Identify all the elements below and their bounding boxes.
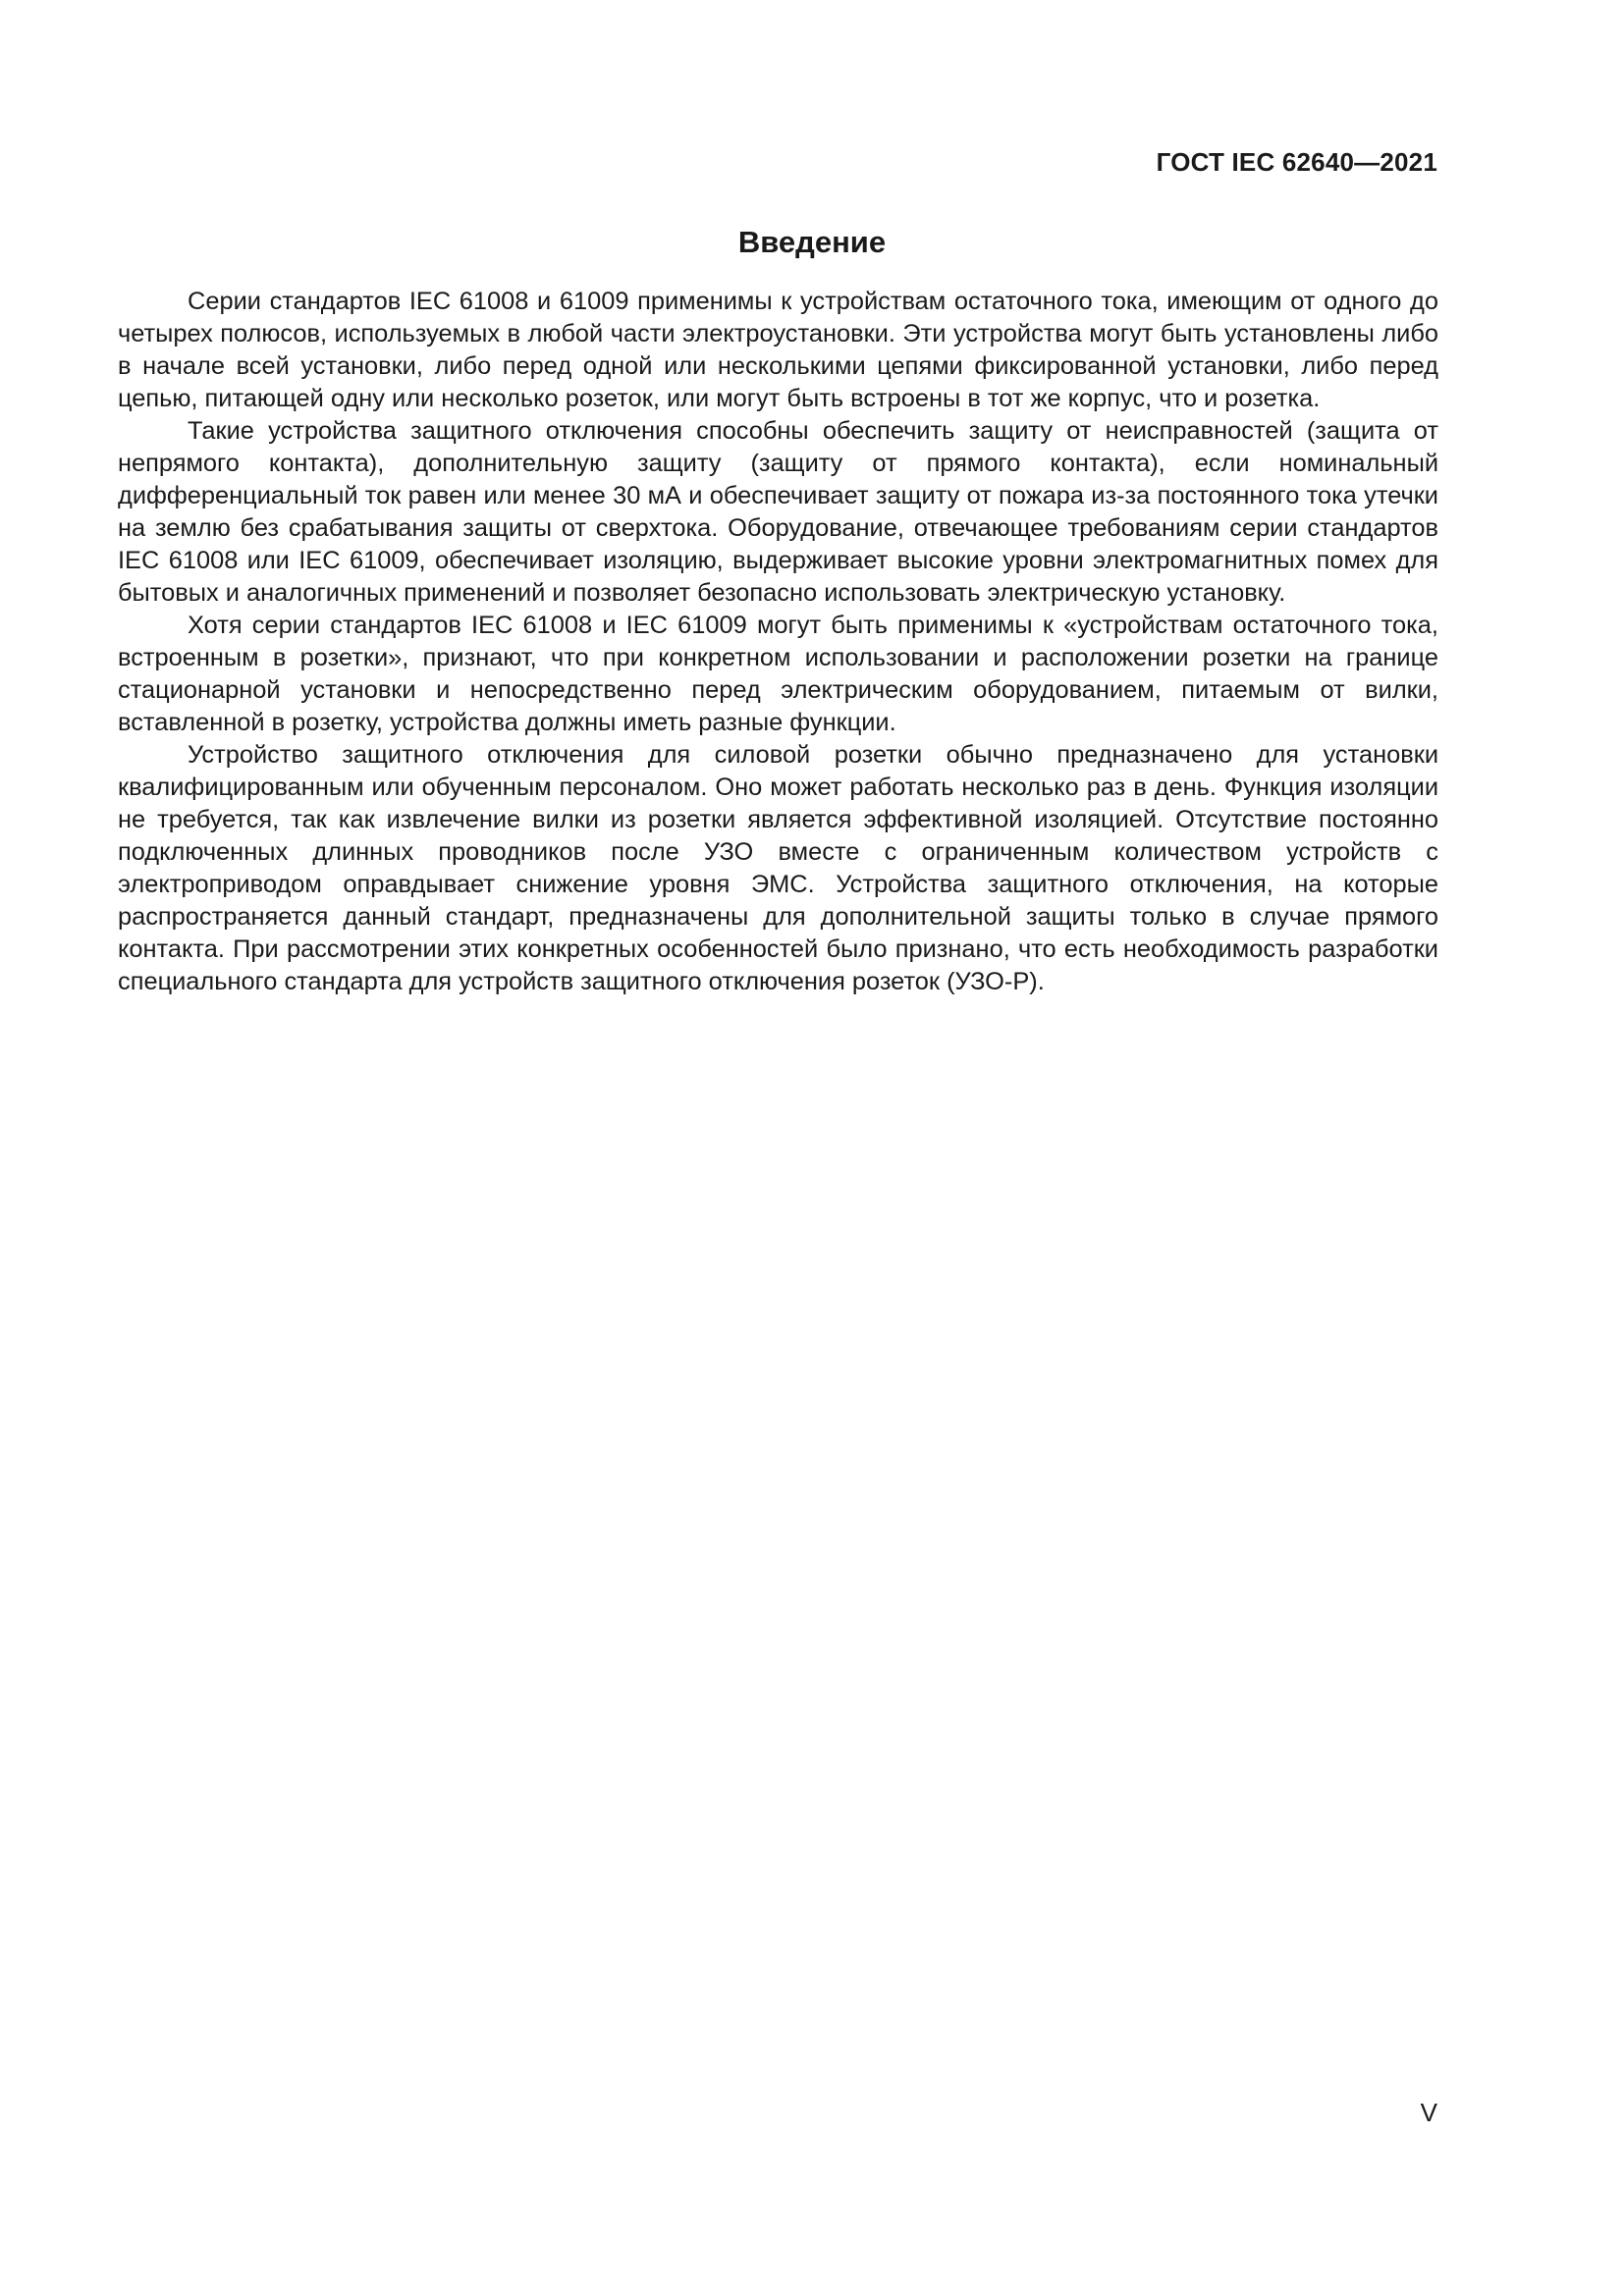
section-title: Введение bbox=[737, 225, 887, 259]
paragraph: Хотя серии стандартов IEC 61008 и IEC 61009 могут быть применимы к «устройствам остаточного тока, встроенным в розетки», признают, что при конкретном использовании и расположении розетки на границе стационарной установки и непосредственно перед электрическим оборудованием, питаемым от вилки, вставленной в розетку, устройства должны иметь разные функции. bbox=[118, 612, 1438, 736]
document-code-header: ГОСТ IEC 62640—2021 bbox=[1156, 147, 1437, 177]
paragraph: Такие устройства защитного отключения способны обеспечить защиту от неисправностей (защита от непрямого контакта), дополнительную защиту (защиту от прямого контакта), если номинальный дифференциальный ток равен или менее 30 мА и обеспечивает защиту от пожара из-за постоянного тока утечки на землю без срабатывания защиты от сверхтока. Оборудование, отвечающее требованиям серии стандартов IEC 61008 или IEC 61009, обеспечивает изоляцию, выдерживает высокие уровни электромагнитных помех для бытовых и аналогичных применений и позволяет безопасно использовать электрическую установку. bbox=[118, 417, 1438, 607]
page-number: V bbox=[1420, 2098, 1437, 2127]
body-text bbox=[118, 286, 1438, 998]
paragraph: Устройство защитного отключения для силовой розетки обычно предназначено для установки квалифицированным или обученным персоналом. Оно может работать несколько раз в день. Функция изоляции не требуется, так как извлечение вилки из розетки является эффективной изоляцией. Отсутствие постоянно подключенных длинных проводников после УЗО вместе с ограниченным количеством устройств с электроприводом оправдывает снижение уровня ЭМС. Устройства защитного отключения, на которые распространяется данный стандарт, предназначены для дополнительной защиты только в случае прямого контакта. При рассмотрении этих конкретных особенностей было признано, что есть необходимость разработки специального стандарта для устройств защитного отключения розеток (УЗО-Р). bbox=[118, 741, 1438, 995]
paragraph: Серии стандартов IEC 61008 и 61009 применимы к устройствам остаточного тока, имеющим от одного до четырех полюсов, используемых в любой части электроустановки. Эти устройства могут быть установлены либо в начале всей установки, либо перед одной или несколькими цепями фиксированной установки, либо перед цепью, питающей одну или несколько розеток, или могут быть встроены в тот же корпус, что и розетка. bbox=[118, 288, 1438, 412]
